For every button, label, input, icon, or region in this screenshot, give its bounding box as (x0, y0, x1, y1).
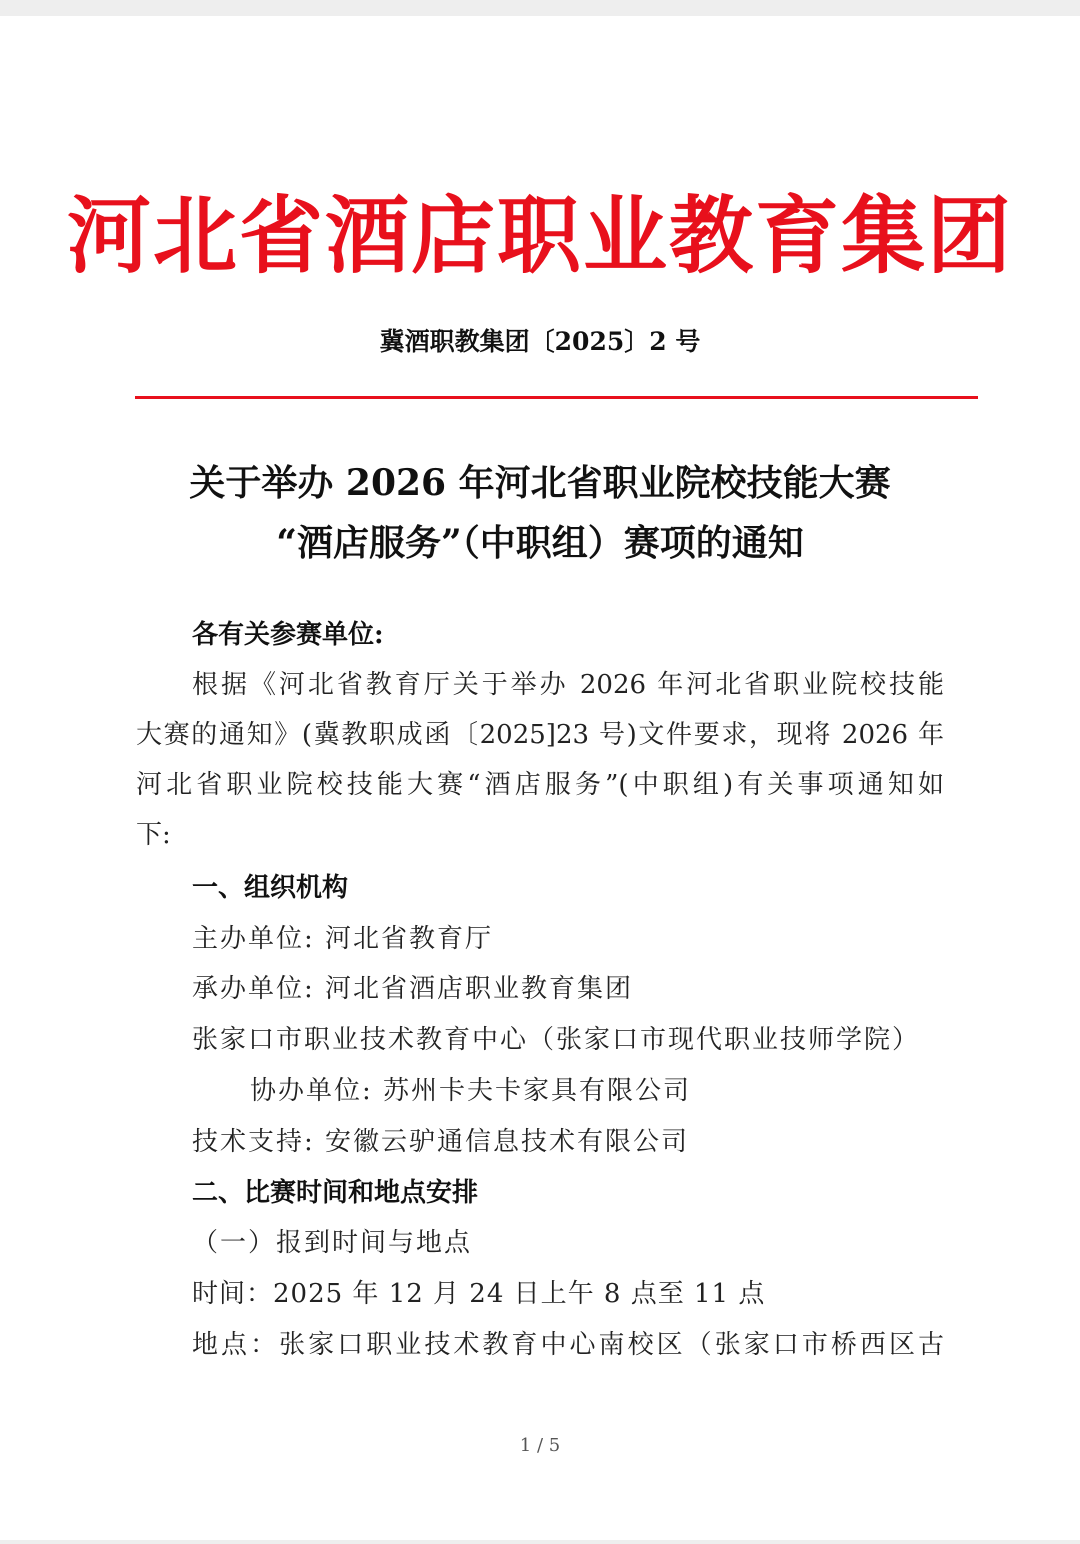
intro-line4: 下: (136, 820, 171, 850)
doc-number: 冀酒职教集团〔2025〕2 号 (379, 327, 701, 356)
organizer-unit: 承办单位: 河北省酒店职业教育集团 (192, 974, 634, 1004)
intro-line1: 根据《河北省教育厅关于举办 2026 年河北省职业院校技能 (192, 670, 944, 700)
organizer-unit-2: 张家口市职业技术教育中心（张家口市现代职业技师学院） (192, 1025, 921, 1055)
co-organizer-unit: 协办单位: 苏州卡夫卡家具有限公司 (250, 1076, 692, 1106)
host-unit: 主办单位: 河北省教育厅 (192, 924, 494, 954)
intro-line3: 河北省职业院校技能大赛“酒店服务”(中职组)有关事项通知如 (136, 770, 944, 800)
salutation: 各有关参赛单位: (192, 620, 384, 650)
section1-heading: 一、组织机构 (192, 873, 349, 903)
registration-time: 时间：2025 年 12 月 24 日上午 8 点至 11 点 (192, 1279, 766, 1309)
intro-line2: 大赛的通知》(冀教职成函〔2025]23 号)文件要求，现将 2026 年 (136, 720, 944, 750)
tech-support-unit: 技术支持: 安徽云驴通信息技术有限公司 (192, 1127, 690, 1157)
notice-title-line2: “酒店服务”（中职组）赛项的通知 (276, 522, 804, 564)
notice-title-line1: 关于举办 2026 年河北省职业院校技能大赛 (189, 462, 891, 504)
document-page (0, 16, 1080, 1540)
org-title: 河北省酒店职业教育集团 (66, 186, 1013, 285)
section2-sub1-heading: （一）报到时间与地点 (192, 1228, 473, 1258)
section2-heading: 二、比赛时间和地点安排 (192, 1178, 479, 1208)
page-number: 1 / 5 (519, 1435, 561, 1456)
red-divider (135, 396, 978, 399)
registration-place: 地点：张家口职业技术教育中心南校区（张家口市桥西区古 (192, 1330, 944, 1360)
